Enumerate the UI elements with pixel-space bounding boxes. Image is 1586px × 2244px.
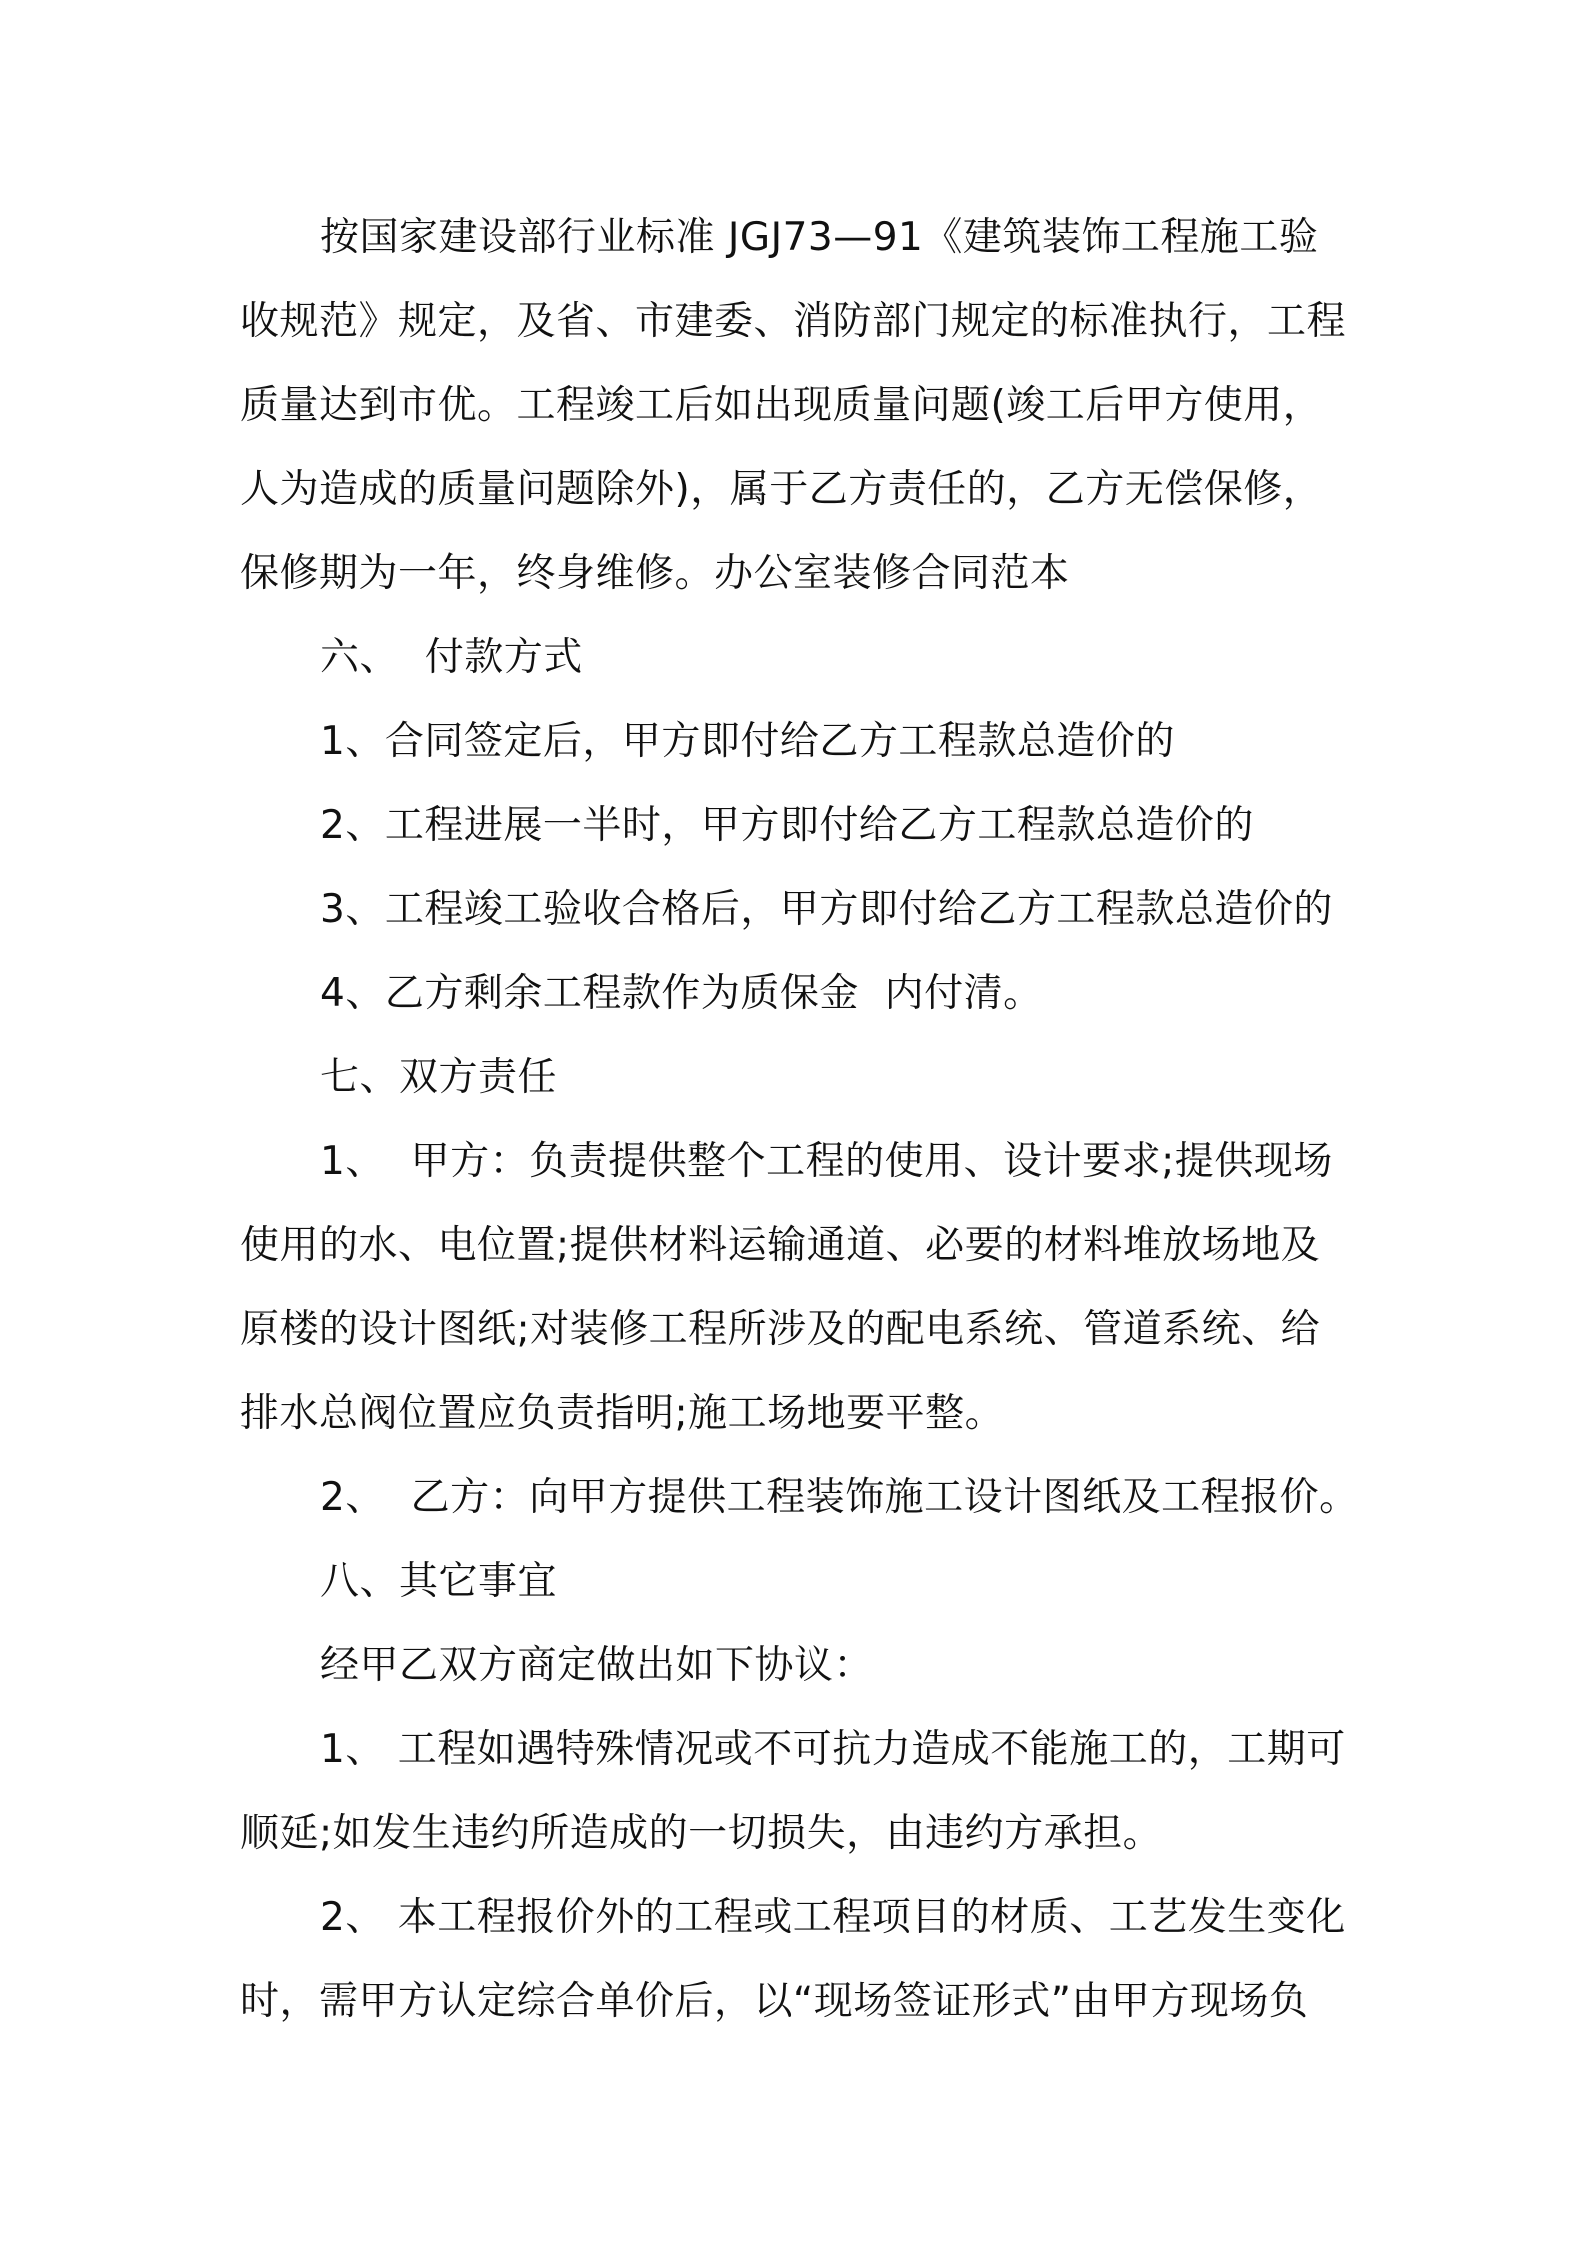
paragraph-line: 保修期为一年，终身维修。办公室装修合同范本 — [240, 551, 1070, 596]
list-item: 4、乙方剩余工程款作为质保金 内付清。 — [320, 971, 1043, 1016]
list-item: 2、 本工程报价外的工程或工程项目的材质、工艺发生变化 — [320, 1895, 1346, 1940]
list-item: 2、 乙方：向甲方提供工程装饰施工设计图纸及工程报价。 — [320, 1475, 1359, 1520]
paragraph-line: 顺延;如发生违约所造成的一切损失，由违约方承担。 — [240, 1811, 1163, 1856]
list-item: 3、工程竣工验收合格后，甲方即付给乙方工程款总造价的 — [320, 887, 1333, 932]
paragraph-line: 按国家建设部行业标准 JGJ73—91《建筑装饰工程施工验 — [320, 215, 1319, 260]
list-item: 2、工程进展一半时，甲方即付给乙方工程款总造价的 — [320, 803, 1254, 848]
paragraph-line: 使用的水、电位置;提供材料运输通道、必要的材料堆放场地及 — [240, 1223, 1321, 1268]
paragraph-line: 经甲乙双方商定做出如下协议： — [320, 1643, 874, 1688]
section-heading: 六、 付款方式 — [320, 635, 583, 680]
paragraph-line: 人为造成的质量问题除外)，属于乙方责任的，乙方无偿保修， — [240, 467, 1323, 512]
paragraph-line: 收规范》规定，及省、市建委、消防部门规定的标准执行，工程 — [240, 299, 1347, 344]
list-item: 1、 工程如遇特殊情况或不可抗力造成不能施工的，工期可 — [320, 1727, 1346, 1772]
list-item: 1、合同签定后，甲方即付给乙方工程款总造价的 — [320, 719, 1175, 764]
section-heading: 七、双方责任 — [320, 1055, 558, 1100]
paragraph-line: 质量达到市优。工程竣工后如出现质量问题(竣工后甲方使用， — [240, 383, 1323, 428]
paragraph-line: 时，需甲方认定综合单价后，以“现场签证形式”由甲方现场负 — [240, 1979, 1309, 2024]
list-item: 1、 甲方：负责提供整个工程的使用、设计要求;提供现场 — [320, 1139, 1333, 1184]
section-heading: 八、其它事宜 — [320, 1559, 558, 1604]
document-body — [240, 196, 1360, 2044]
paragraph-line: 原楼的设计图纸;对装修工程所涉及的配电系统、管道系统、给 — [240, 1307, 1321, 1352]
paragraph-line: 排水总阀位置应负责指明;施工场地要平整。 — [240, 1391, 1005, 1436]
